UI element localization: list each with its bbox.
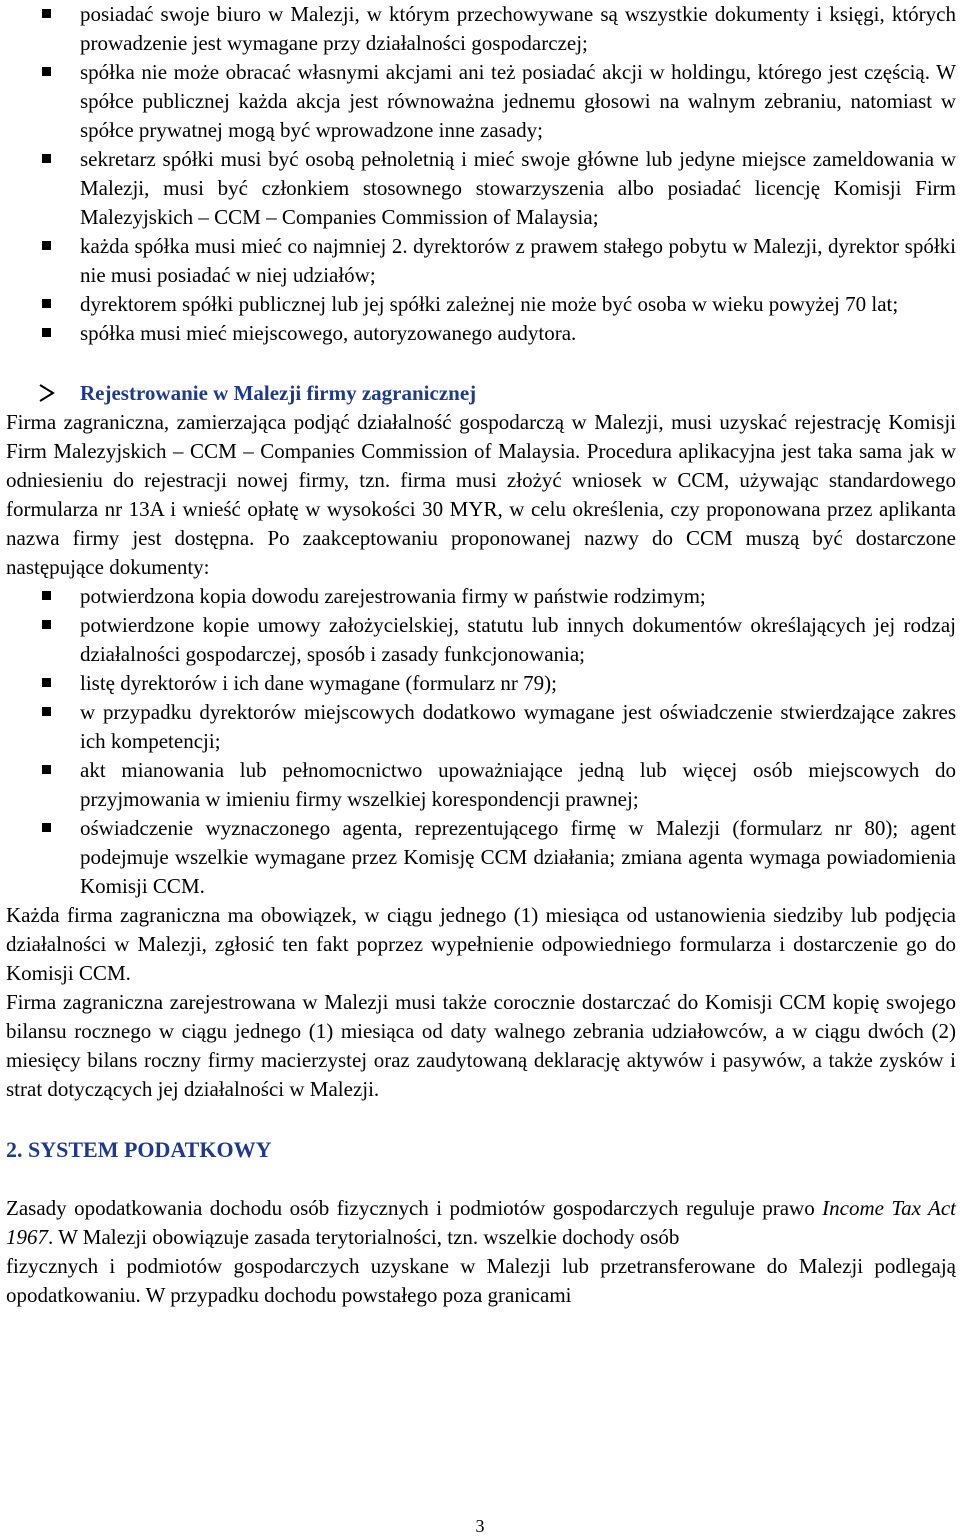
square-bullet-icon bbox=[42, 67, 51, 76]
list-item: posiadać swoje biuro w Malezji, w którym przechowywane są wszystkie dokumenty i księgi, których prowadzenie jest wymagane przy działalności gospodarczej; bbox=[6, 0, 956, 58]
list-item: spółka nie może obracać własnymi akcjami ani też posiadać akcji w holdingu, którego jest częścią. W spółce publicznej każda akcja jest równoważna jednemu głosowi na walnym zebraniu, natomiast w spółce prywatnej mogą być wprowadzone inne zasady; bbox=[6, 58, 956, 145]
act-name: Income Tax Act 1967 bbox=[6, 1196, 956, 1249]
documents-list bbox=[6, 582, 956, 901]
square-bullet-icon bbox=[42, 299, 51, 308]
page-number: 3 bbox=[475, 1516, 485, 1536]
list-item: każda spółka musi mieć co najmniej 2. dyrektorów z prawem stałego pobytu w Malezji, dyrektor spółki nie musi posiadać w niej udziałów; bbox=[6, 232, 956, 290]
registration-heading: Rejestrowanie w Malezji firmy zagranicznej bbox=[6, 379, 956, 408]
square-bullet-icon bbox=[42, 328, 51, 337]
list-item: spółka musi mieć miejscowego, autoryzowanego audytora. bbox=[6, 319, 956, 348]
document-page bbox=[6, 0, 956, 1310]
arrow-bullet-icon bbox=[36, 382, 58, 404]
list-item: listę dyrektorów i ich dane wymagane (formularz nr 79); bbox=[6, 669, 956, 698]
tax-paragraph-1: Zasady opodatkowania dochodu osób fizycznych i podmiotów gospodarczych reguluje prawo Income Tax Act 1967. W Malezji obowiązuje zasada terytorialności, tzn. wszelkie dochody osób bbox=[6, 1196, 956, 1249]
list-item: sekretarz spółki musi być osobą pełnoletnią i mieć swoje główne lub jedyne miejsce zameldowania w Malezji, musi być członkiem stosownego stowarzyszenia albo posiadać licencję Komisji Firm Malezyjskich – CCM – Companies Commission of Malaysia; bbox=[6, 145, 956, 232]
square-bullet-icon bbox=[42, 154, 51, 163]
list-item: oświadczenie wyznaczonego agenta, reprezentującego firmę w Malezji (formularz nr 80); agent podejmuje wszelkie wymagane przez Komisję CCM działania; zmiana agenta wymaga powiadomienia Komisji CCM. bbox=[6, 814, 956, 901]
registration-intro: Firma zagraniczna, zamierzająca podjąć działalność gospodarczą w Malezji, musi uzyskać rejestrację Komisji Firm Malezyjskich – CCM – Companies Commission of Malaysia. Procedura aplikacyjna jest taka sama jak w odniesieniu do rejestracji nowej firmy, tzn. firma musi złożyć wniosek w CCM, używając standardowego formularza nr 13A i wnieść opłatę w wysokości 30 MYR, w celu określenia, czy proponowana przez aplikanta nazwa firmy jest dostępna. Po zaakceptowaniu proponowanej nazwy do CCM muszą być dostarczone następujące dokumenty: bbox=[6, 410, 956, 579]
list-item: akt mianowania lub pełnomocnictwo upoważniające jedną lub więcej osób miejscowych do przyjmowania w imieniu firmy wszelkiej korespondencji prawnej; bbox=[6, 756, 956, 814]
requirements-list bbox=[6, 0, 956, 348]
square-bullet-icon bbox=[42, 823, 51, 832]
paragraph-annual-reporting: Firma zagraniczna zarejestrowana w Malezji musi także corocznie dostarczać do Komisji CCM kopię swojego bilansu rocznego w ciągu jednego (1) miesiąca od daty walnego zebrania udziałowców, a w ciągu dwóch (2) miesięcy bilans roczny firmy macierzystej oraz zaudytowaną deklarację aktywów i pasywów, a także zysków i strat dotyczących jej działalności w Malezji. bbox=[6, 990, 956, 1101]
paragraph-notification: Każda firma zagraniczna ma obowiązek, w ciągu jednego (1) miesiąca od ustanowienia siedziby lub podjęcia działalności w Malezji, zgłosić ten fakt poprzez wypełnienie odpowiedniego formularza i dostarczenie go do Komisji CCM. bbox=[6, 903, 956, 985]
section-title: 2. SYSTEM PODATKOWY bbox=[6, 1137, 272, 1162]
square-bullet-icon bbox=[42, 678, 51, 687]
spacer bbox=[6, 1164, 956, 1194]
square-bullet-icon bbox=[42, 765, 51, 774]
square-bullet-icon bbox=[42, 707, 51, 716]
list-item: potwierdzona kopia dowodu zarejestrowania firmy w państwie rodzimym; bbox=[6, 582, 956, 611]
list-item: w przypadku dyrektorów miejscowych dodatkowo wymagane jest oświadczenie stwierdzające zakres ich kompetencji; bbox=[6, 698, 956, 756]
square-bullet-icon bbox=[42, 241, 51, 250]
square-bullet-icon bbox=[42, 9, 51, 18]
tax-paragraph-2: fizycznych i podmiotów gospodarczych uzyskane w Malezji lub przetransferowane do Malezji podlegają opodatkowaniu. W przypadku dochodu powstałego poza granicami bbox=[6, 1254, 956, 1307]
list-item: dyrektorem spółki publicznej lub jej spółki zależnej nie może być osoba w wieku powyżej 70 lat; bbox=[6, 290, 956, 319]
square-bullet-icon bbox=[42, 620, 51, 629]
list-item: potwierdzone kopie umowy założycielskiej, statutu lub innych dokumentów określających jej rodzaj działalności gospodarczej, sposób i zasady funkcjonowania; bbox=[6, 611, 956, 669]
square-bullet-icon bbox=[42, 591, 51, 600]
